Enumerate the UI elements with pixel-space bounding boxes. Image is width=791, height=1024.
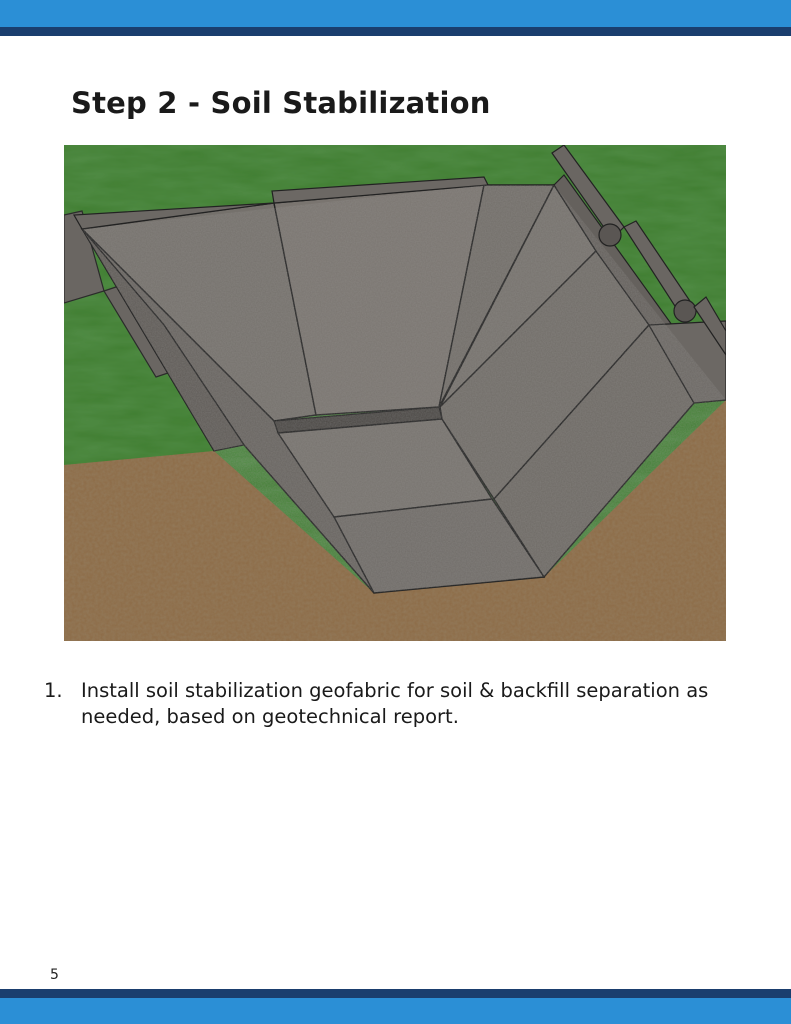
- footer-band-dark: [0, 989, 791, 998]
- list-item: [44, 678, 744, 730]
- trench-geofabric-illustration: [64, 145, 726, 641]
- header-band-dark: [0, 27, 791, 36]
- page-number: 5: [50, 967, 59, 983]
- step-list: [44, 678, 744, 730]
- step-text: Install soil stabilization geofabric for soil & backfill separation as needed, based on geotechnical report.: [81, 679, 709, 728]
- header-band-light: [0, 0, 791, 27]
- illustration-svg: [64, 145, 726, 641]
- step-number: 1.: [44, 679, 63, 702]
- header-band: [0, 0, 791, 36]
- footer-band-light: [0, 998, 791, 1024]
- footer-band: [0, 989, 791, 1024]
- fabric-roll-end: [599, 224, 621, 246]
- page-title: Step 2 - Soil Stabilization: [71, 86, 491, 120]
- fabric-roll-end: [674, 300, 696, 322]
